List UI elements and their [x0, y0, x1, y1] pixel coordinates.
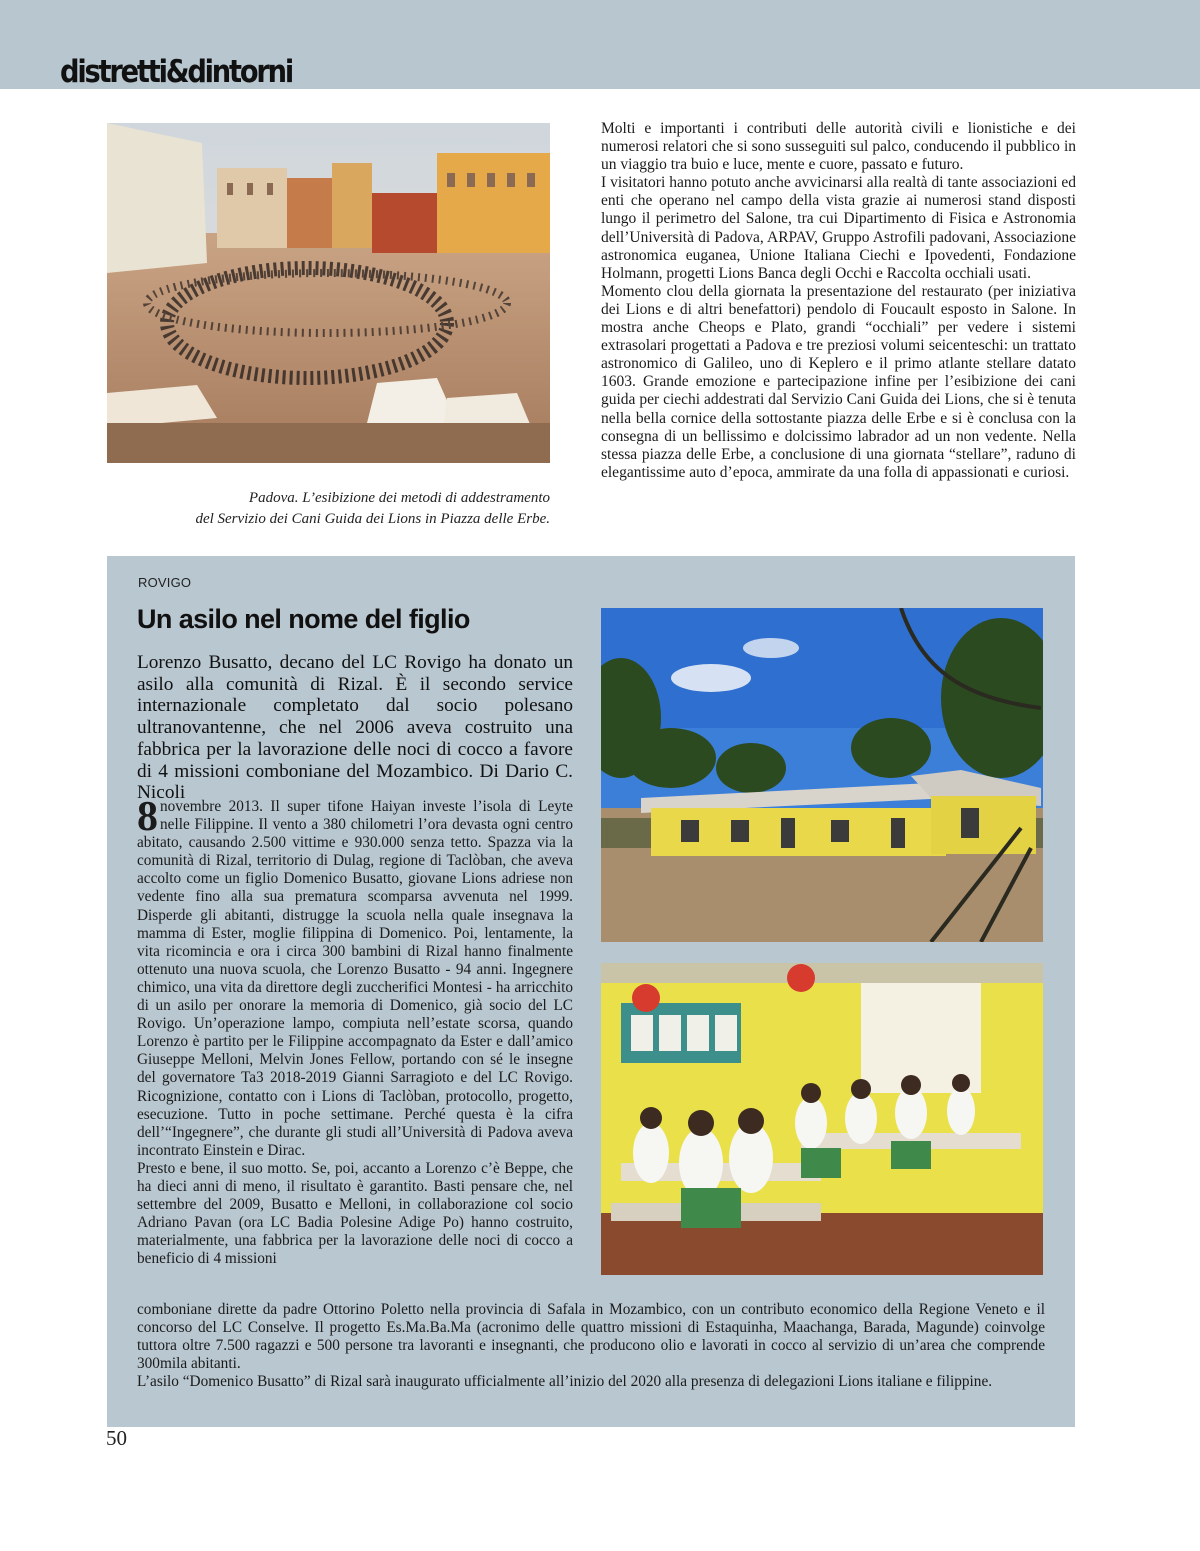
paragraph: comboniane dirette da padre Ottorino Poletto nella provincia di Safala in Mozambico, con un contributo economico della Regione Veneto e il concorso del LC Conselve. Il progetto Es.Ma.Ba.Ma (acronimo delle quattro missioni di Estaquinha, Maachanga, Barada, Magunde) coinvolge tuttora oltre 7.500 ragazzi e 500 persone tra lavoranti e insegnanti, che producono olio e lavorati in cocco al servizio di un’area che comprende 300mila abitanti.: [137, 1301, 1045, 1373]
page-number: 50: [106, 1426, 127, 1450]
paragraph: L’asilo “Domenico Busatto” di Rizal sarà inaugurato ufficialmente all’inizio del 2020 alla presenza di delegazioni Lions italiane e filippine.: [137, 1373, 993, 1391]
article-body-full-width: [137, 1301, 1045, 1391]
section-masthead: distretti&dintorni: [60, 54, 293, 90]
caption-line-1: Padova. L’esibizione dei metodi di addestramento: [248, 490, 550, 506]
drop-cap: 8: [137, 794, 158, 840]
article-title: Un asilo nel nome del figlio: [137, 604, 470, 634]
caption-line-2: del Servizio dei Cani Guida dei Lions in Piazza delle Erbe.: [195, 511, 550, 527]
photo-piazza-erbe: [107, 123, 550, 463]
right-column-text: [601, 120, 1076, 482]
photo-caption: [150, 488, 550, 530]
paragraph: [137, 794, 573, 1160]
photo-school-building: [601, 608, 1043, 942]
section-kicker: ROVIGO: [138, 575, 192, 590]
paragraph: I visitatori hanno potuto anche avvicinarsi alla realtà di tante associazioni ed enti che operano nel campo della vista grazie ai numerosi stand disposti lungo il perimetro del Salone, tra cui Dipartimento di Fisica e Astronomia dell’Università di Padova, ARPAV, Gruppo Astrofili padovani, Associazione astronomica euganea, Unione Italiana Ciechi e Ipovedenti, Fondazione Holmann, progetti Lions Banca degli Occhi e Raccolta occhiali usati.: [601, 174, 1076, 282]
article-lead: Lorenzo Busatto, decano del LC Rovigo ha donato un asilo alla comunità di Rizal. È il secondo service internazionale completato dal socio polesano ultranovantenne, che nel 2006 aveva costruito una fabbrica per la lavorazione delle noci di cocco a favore di 4 missioni comboniane del Mozambico. Di Dario C. Nicoli: [137, 652, 573, 804]
article-body-column: [137, 794, 573, 1268]
paragraph: Molti e importanti i contributi delle autorità civili e lionistiche e dei numerosi relatori che si sono susseguiti sul palco, conducendo il pubblico in un viaggio tra buio e luce, mente e cuore, passato e futuro.: [601, 120, 1076, 174]
paragraph-text: novembre 2013. Il super tifone Haiyan investe l’isola di Leyte nelle Filippine. Il vento a 380 chilometri l’ora devasta ogni centro abitato, causando 2.500 vittime e 930.000 senza tetto. Spazza via la comunità di Rizal, territorio di Dulag, regione di Taclòban, che aveva accolto come un figlio Domenico Busatto, giovane Lions adriese non vedente fino alla sua prematura scomparsa avvenuta nel 1999. Disperde gli abitanti, distrugge la scuola nella quale insegnava la mamma di Ester, moglie filippina di Domenico. Poi, lentamente, la vita ricomincia e ora i circa 300 bambini di Rizal hanno finalmente ottenuto una nuova scuola, che Lorenzo Busatto - 94 anni. Ingegnere chimico, una vita da direttore degli zuccherifici Montesi - ha arricchito di un asilo per onorare la memoria di Domenico, già socio del LC Rovigo. Un’operazione lampo, compiuta nell’estate scorsa, quando Lorenzo è partito per le Filippine accompagnato da Ester e dall’amico Giuseppe Melloni, Melvin Jones Fellow, portando con sé le insegne del governatore Ta3 2018-2019 Gianni Sarragioto e del LC Rovigo. Ricognizione, contatto con i Lions di Taclòban, protocollo, progetto, esecuzione. Tutto in poche settimane. Perché questa è la cifra dell’“Ingegnere”, che durante gli studi all’Università di Padova aveva incontrato Einstein e Dirac.: [137, 798, 573, 1159]
photo-classroom: [601, 963, 1043, 1275]
paragraph: Presto e bene, il suo motto. Se, poi, accanto a Lorenzo c’è Beppe, che ha dieci anni di meno, il risultato è garantito. Basti pensare che, nel settembre del 2009, Busatto e Melloni, in collaborazione col socio Adriano Pavan (ora LC Badia Polesine Adige Po) hanno costruito, materialmente, una fabbrica per la lavorazione delle noci di cocco a beneficio di 4 missioni: [137, 1159, 573, 1268]
paragraph: Momento clou della giornata la presentazione del restaurato (per iniziativa dei Lions e di altri benefattori) pendolo di Foucault esposto in Salone. In mostra anche Cheops e Plato, grandi “occhiali” per vedere i sistemi extrasolari progettati a Padova e tre preziosi volumi seicenteschi: un trattato astronomico di Galileo, uno di Keplero e il primo atlante stellare datato 1603. Grande emozione e partecipazione infine per l’esibizione dei cani guida per ciechi addestrati dal Servizio Cani Guida dei Lions, che si è tenuta nella bella cornice della sottostante piazza delle Erbe e si è conclusa con la consegna di un bellissimo e dolcissimo labrador ad un non vedente. Nella stessa piazza delle Erbe, a conclusione di una giornata “stellare”, raduno di elegantissime auto d’epoca, ammirate da una folla di appassionati e curiosi.: [601, 282, 1076, 481]
